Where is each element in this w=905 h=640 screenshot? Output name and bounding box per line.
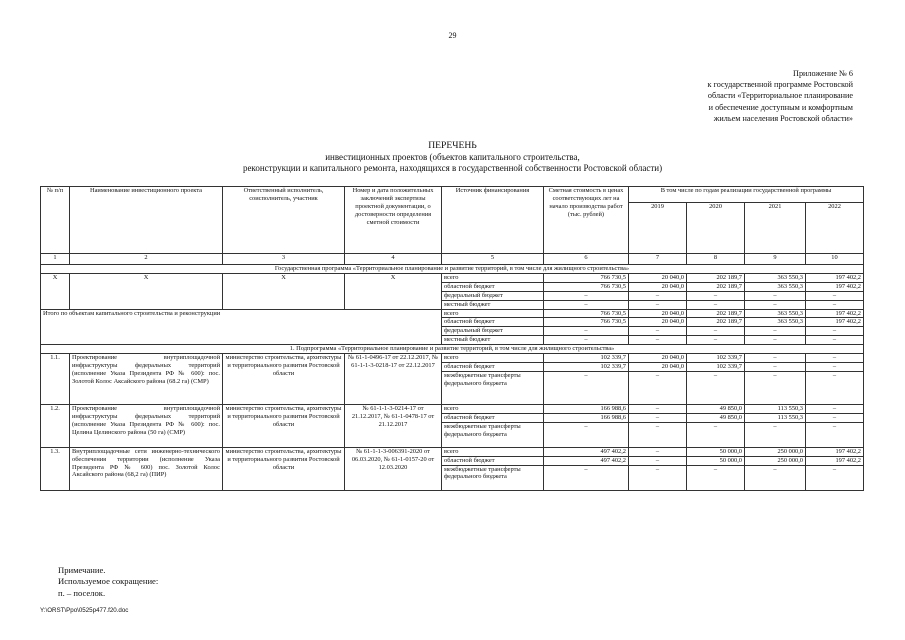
source-cell: межбюджетные трансферты федерального бюджета [442,422,544,447]
source-cell: областной бюджет [442,456,544,465]
source-cell: межбюджетные трансферты федерального бюджета [442,465,544,490]
year-cell: 20 040,0 [629,354,687,363]
cost-cell: – [544,336,629,345]
column-number: 10 [806,254,864,265]
year-cell: 113 550,3 [745,413,806,422]
source-cell: местный бюджет [442,300,544,309]
year-cell: – [745,422,806,447]
year-cell: – [806,300,864,309]
header-year: 2022 [806,203,864,254]
column-number: 6 [544,254,629,265]
source-cell: областной бюджет [442,282,544,291]
year-cell: – [629,404,687,413]
year-cell: – [687,336,745,345]
program-x-mark: Х [41,273,70,309]
year-cell: 50 000,0 [687,447,745,456]
year-cell: – [629,327,687,336]
notes-line: Используемое сокращение: [58,576,159,587]
year-cell: – [745,327,806,336]
column-number: 4 [345,254,442,265]
appendix-line: области «Территориальное планирование [707,91,853,101]
year-cell: 197 402,2 [806,318,864,327]
year-cell: – [745,300,806,309]
header-name: Наименование инвестиционного проекта [70,187,223,254]
column-number: 2 [70,254,223,265]
cost-cell: 497 402,2 [544,447,629,456]
cost-cell: 102 339,7 [544,354,629,363]
source-cell: всего [442,404,544,413]
page-number: 29 [448,31,457,40]
project-name: Проектирование внутриплощадочной инфраструктуры федеральных территорий (исполнение Указа Президента РФ № 600): пос. Целина Целинского района (50 га) (СМР) [70,404,223,447]
year-cell: 363 550,3 [745,309,806,318]
appendix-line: и обеспечение доступным и комфортным [708,102,853,112]
source-cell: всего [442,447,544,456]
year-cell: – [687,422,745,447]
year-cell: 20 040,0 [629,309,687,318]
year-cell: 250 000,0 [745,447,806,456]
appendix-line: Приложение № 6 [793,69,853,78]
subprogram-row [41,345,864,354]
cost-cell: 766 730,5 [544,318,629,327]
header-exec: Ответственный исполнитель, соисполнитель, участник [223,187,345,254]
year-cell: – [745,371,806,404]
column-number: 7 [629,254,687,265]
year-cell: 197 402,2 [806,456,864,465]
source-cell: местный бюджет [442,336,544,345]
cost-cell: 102 339,7 [544,362,629,371]
source-cell: межбюджетные трансферты федерального бюджета [442,371,544,404]
year-cell: 202 189,7 [687,273,745,282]
heading-title: ПЕРЕЧЕНЬ [428,140,477,151]
year-cell: – [806,465,864,490]
year-cell: 102 339,7 [687,354,745,363]
cost-cell: – [544,465,629,490]
source-cell: областной бюджет [442,362,544,371]
column-number: 3 [223,254,345,265]
year-cell: – [806,371,864,404]
year-cell: 20 040,0 [629,282,687,291]
year-cell: 363 550,3 [745,282,806,291]
year-cell: – [629,336,687,345]
program-x-mark: Х [345,273,442,309]
year-cell: 20 040,0 [629,362,687,371]
notes-block [58,565,158,599]
project-executor: министерство строительства, архитектуры и территориального развития Ростовской области [223,404,345,447]
project-row [41,404,864,413]
column-numbers-row [41,254,864,265]
program-title-row [41,265,864,274]
program-x-mark: Х [70,273,223,309]
project-executor: министерство строительства, архитектуры и территориального развития Ростовской области [223,447,345,490]
year-cell: – [806,362,864,371]
document-heading [0,140,905,175]
file-path-footer: Y:\ORST\Ppo\0525p477.f20.doc [40,607,129,614]
year-cell: – [687,291,745,300]
year-cell: 202 189,7 [687,309,745,318]
header-year: 2021 [745,203,806,254]
cost-cell: – [544,291,629,300]
year-cell: 197 402,2 [806,273,864,282]
cost-cell: – [544,327,629,336]
project-number: 1.1. [41,354,70,405]
year-cell: – [629,291,687,300]
totals-label: Итого по объектам капитального строительства и реконструкции [41,309,442,345]
project-number: 1.2. [41,404,70,447]
year-cell: – [806,354,864,363]
subprogram-title: 1. Подпрограмма «Территориальное планирование и развитие территорий, в том числе для жилищного строительства» [41,345,864,354]
year-cell: – [745,354,806,363]
header-num: № п/п [41,187,70,254]
cost-cell: – [544,422,629,447]
program-row [41,273,864,282]
cost-cell: – [544,300,629,309]
year-cell: 50 000,0 [687,456,745,465]
column-number: 1 [41,254,70,265]
year-cell: 197 402,2 [806,309,864,318]
heading-line: реконструкции и капитального ремонта, находящихся в государственной собственности Ростовской области) [242,163,663,173]
program-x-mark: Х [223,273,345,309]
year-cell: – [629,447,687,456]
cost-cell: 497 402,2 [544,456,629,465]
source-cell: областной бюджет [442,413,544,422]
source-cell: федеральный бюджет [442,291,544,300]
cost-cell: 166 988,6 [544,413,629,422]
source-cell: областной бюджет [442,318,544,327]
year-cell: 197 402,2 [806,282,864,291]
cost-cell: 766 730,5 [544,273,629,282]
notes-line: п. – поселок. [58,587,106,598]
header-source: Источник финансирования [442,187,544,254]
year-cell: – [629,371,687,404]
source-cell: всего [442,273,544,282]
year-cell: 363 550,3 [745,273,806,282]
header-year: 2020 [687,203,745,254]
project-executor: министерство строительства, архитектуры и территориального развития Ростовской области [223,354,345,405]
program-title: Государственная программа «Территориальное планирование и развитие территорий, в том числе для жилищного строительства» [41,265,864,274]
year-cell: – [629,413,687,422]
year-cell: 20 040,0 [629,318,687,327]
year-cell: – [806,413,864,422]
notes-title: Примечание. [58,565,106,575]
year-cell: – [806,291,864,300]
project-number: 1.3. [41,447,70,490]
column-number: 9 [745,254,806,265]
year-cell: – [629,465,687,490]
year-cell: 113 550,3 [745,404,806,413]
column-number: 8 [687,254,745,265]
source-cell: всего [442,354,544,363]
heading-line: инвестиционных проектов (объектов капитального строительства, [325,151,580,162]
year-cell: – [687,465,745,490]
project-expertise: № 61-1-1-3-0214-17 от 21.12.2017, № 61-1-0478-17 от 21.12.2017 [345,404,442,447]
year-cell: – [629,300,687,309]
project-name: Проектирование внутриплощадочной инфраструктуры федеральных территорий (исполнение Указа Президента РФ № 600): пос. Золотой Колос Аксайского района (68.2 га) (СМР) [70,354,223,405]
year-cell: 202 189,7 [687,318,745,327]
year-cell: 20 040,0 [629,273,687,282]
year-cell: 102 339,7 [687,362,745,371]
year-cell: 363 550,3 [745,318,806,327]
cost-cell: – [544,371,629,404]
header-expert: Номер и дата положительных заключений экспертизы проектной документации, о достоверности определения сметной стоимости [345,187,442,254]
year-cell: 197 402,2 [806,447,864,456]
year-cell: – [629,422,687,447]
header-cost: Сметная стоимость в ценах соответствующих лет на начало производства работ (тыс. рублей) [544,187,629,254]
project-expertise: № 61-1-0496-17 от 22.12.2017, № 61-1-1-3-0218-17 от 22.12.2017 [345,354,442,405]
year-cell: – [806,327,864,336]
appendix-line: жильем населения Ростовской области» [713,113,853,123]
project-expertise: № 61-1-1-3-006391-2020 от 06.03.2020, № 61-1-0157-20 от 12.03.2020 [345,447,442,490]
year-cell: – [806,336,864,345]
year-cell: 202 189,7 [687,282,745,291]
appendix-block [603,68,853,124]
cost-cell: 166 988,6 [544,404,629,413]
year-cell: – [745,362,806,371]
project-name: Внутриплощадочные сети инженерно-технического обеспечения территории (исполнение Указа Президента РФ № 600) пос. Золотой Колос Аксайского района (68,2 га) (ПИР) [70,447,223,490]
source-cell: всего [442,309,544,318]
header-years-group: В том числе по годам реализации государственной программы [629,187,864,203]
year-cell: – [745,291,806,300]
projects-table [40,186,864,491]
year-cell: 250 000,0 [745,456,806,465]
header-year: 2019 [629,203,687,254]
cost-cell: 766 730,5 [544,309,629,318]
year-cell: – [745,336,806,345]
year-cell: 49 850,0 [687,404,745,413]
project-row [41,447,864,456]
appendix-line: к государственной программе Ростовской [707,80,853,90]
project-row [41,354,864,363]
year-cell: – [629,456,687,465]
header-row [41,187,864,203]
column-number: 5 [442,254,544,265]
year-cell: – [687,300,745,309]
year-cell: – [745,465,806,490]
year-cell: – [806,422,864,447]
year-cell: 49 850,0 [687,413,745,422]
source-cell: федеральный бюджет [442,327,544,336]
year-cell: – [806,404,864,413]
year-cell: – [687,371,745,404]
totals-row [41,309,864,318]
cost-cell: 766 730,5 [544,282,629,291]
year-cell: – [687,327,745,336]
